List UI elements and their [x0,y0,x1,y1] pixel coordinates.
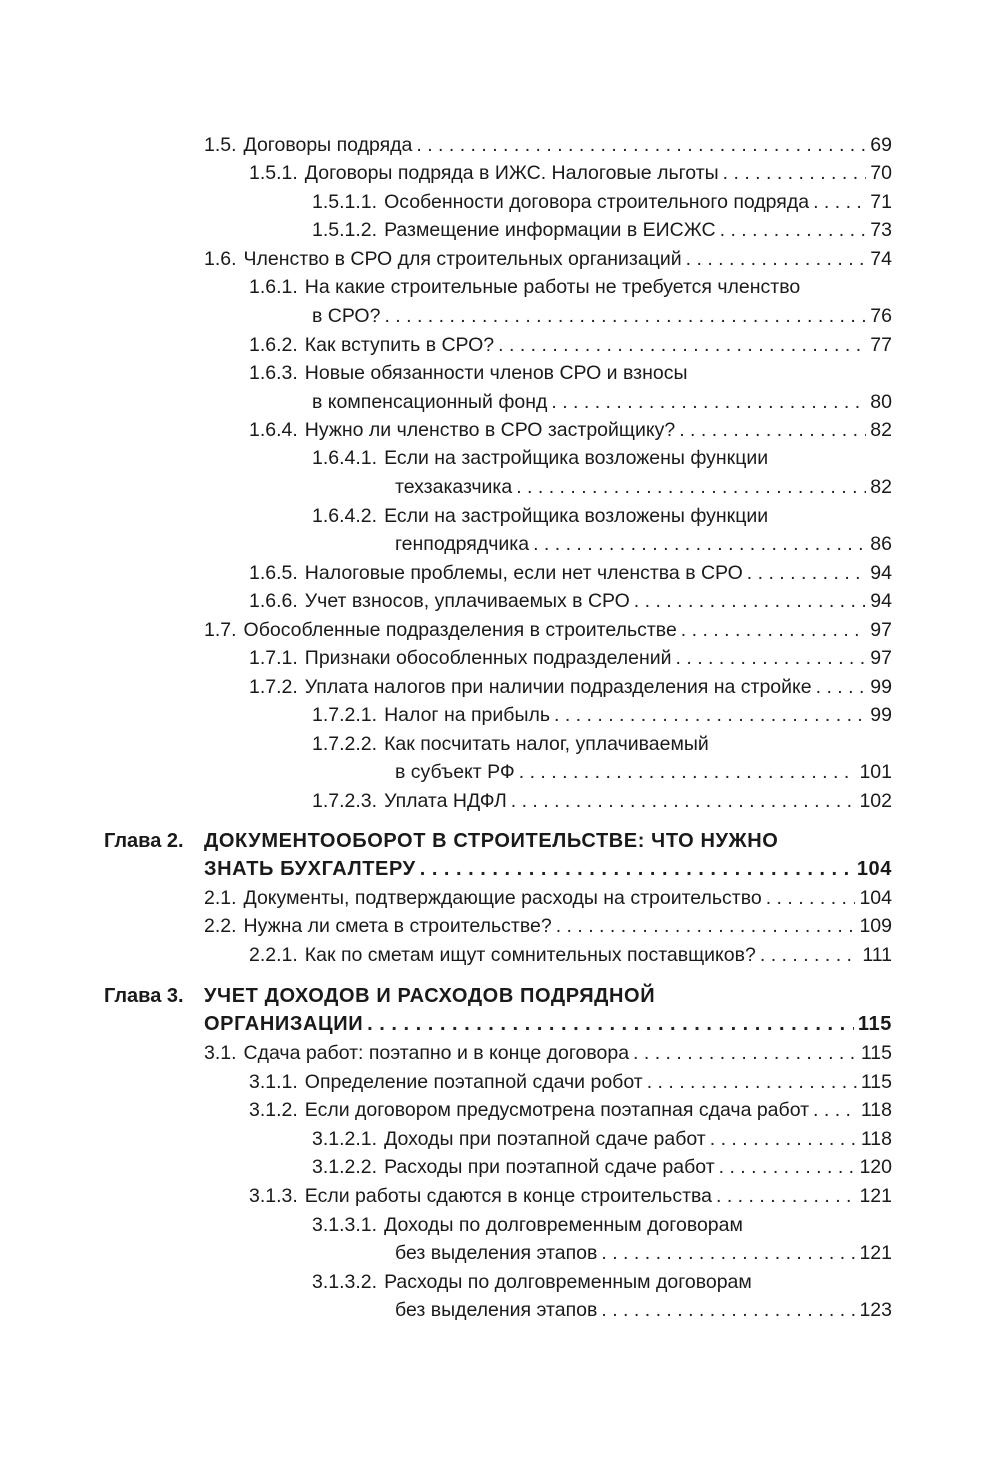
toc-page-number: 101 [859,761,892,783]
toc-entry [204,913,892,939]
toc-entry-title: Если на застройщика возложены функции [384,447,769,469]
toc-entry [249,274,892,300]
toc-entry [312,1154,892,1180]
dot-leader [760,942,859,968]
toc-entry-number: 1.7.2.3. [312,790,378,812]
toc-page-number: 97 [870,647,892,669]
toc-entry-title: Сдача работ: поэтапно и в конце договора [243,1042,630,1064]
toc-entry-number: 1.6.3. [249,362,298,384]
toc-entry [395,1240,892,1266]
toc-entry-number: 1.7.2.1. [312,704,378,726]
toc-entry [204,885,892,911]
dot-leader [813,189,866,215]
toc-entry [249,942,892,968]
toc-entry-title: Договоры подряда в ИЖС. Налоговые льготы [304,162,719,184]
toc-entry-title: Как по сметам ищут сомнительных поставщиков? [304,944,756,966]
toc-entry [249,360,892,386]
toc-entry [312,1212,892,1238]
toc-entry-title: Документы, подтверждающие расходы на строительство [243,887,762,909]
toc-entry-title: без выделения этапов [395,1299,598,1321]
toc-entry-number: 1.7.1. [249,647,298,669]
toc-entry-number: 2.2. [204,915,237,937]
toc-entry [249,417,892,443]
toc-entry-number: 3.1.3. [249,1185,298,1207]
toc-entry [395,1297,892,1323]
toc-entry [249,645,892,671]
toc-entry-number: 1.6.1. [249,276,298,298]
toc-entry-number: 1.7.2.2. [312,733,378,755]
dot-leader [647,1069,857,1095]
dot-leader [551,389,866,415]
toc-chapter-line [204,828,892,854]
toc-page-number: 71 [870,191,892,213]
toc-entry [204,617,892,643]
toc-page-number: 118 [860,1128,892,1150]
toc-page-number: 76 [870,305,892,327]
dot-leader [719,1154,856,1180]
toc-entry [249,160,892,186]
dot-leader [686,246,867,272]
toc-entry-title: Нужна ли смета в строительстве? [243,915,552,937]
dot-leader [556,913,856,939]
toc-entry-title: Особенности договора строительного подряда [384,191,810,213]
toc-page-number: 69 [870,134,892,156]
toc-entry-number: 3.1. [204,1042,237,1064]
dot-leader [498,332,866,358]
toc-entry-title: Определение поэтапной сдачи робот [304,1071,643,1093]
toc-chapter-line [204,983,892,1009]
toc-page-number: 94 [870,562,892,584]
dot-leader [720,217,867,243]
toc-page-number: 99 [870,676,892,698]
toc-entry [204,246,892,272]
toc-entry-title: без выделения этапов [395,1242,598,1264]
toc-page-number: 70 [870,162,892,184]
toc-entry-number: 3.1.2. [249,1099,298,1121]
dot-leader [511,788,856,814]
toc-page-number: 115 [857,1013,892,1035]
toc-page-number: 120 [859,1156,892,1178]
toc-entry [312,1269,892,1295]
toc-page-number: 94 [870,590,892,612]
toc-entry-number: 3.1.3.1. [312,1214,378,1236]
toc-page-number: 115 [860,1071,892,1093]
toc-page-number: 104 [856,858,892,880]
toc-entry-number: 2.1. [204,887,237,909]
dot-leader [416,132,866,158]
toc-entry [395,531,892,557]
toc-entry-title: ОРГАНИЗАЦИИ [204,1013,364,1035]
toc-entry-title: Признаки обособленных подразделений [304,647,672,669]
dot-leader [601,1240,855,1266]
toc-page-number: 80 [870,391,892,413]
chapter-label: Глава 2. [104,830,184,852]
toc-page-number: 102 [859,790,892,812]
dot-leader [533,531,866,557]
toc-entry [312,189,892,215]
dot-leader [716,1183,855,1209]
toc-entry-title: Уплата налогов при наличии подразделения на стройке [304,676,812,698]
toc-entry [312,303,892,329]
toc-entry-title: ЗНАТЬ БУХГАЛТЕРУ [204,858,416,880]
toc-entry [395,759,892,785]
dot-leader [679,417,866,443]
toc-entry-title: Учет взносов, уплачиваемых в СРО [304,590,630,612]
dot-leader [554,702,866,728]
toc-entry-title: Доходы при поэтапной сдаче работ [384,1128,706,1150]
toc-entry [249,1069,892,1095]
chapter-label: Глава 3. [104,985,184,1007]
dot-leader [681,617,867,643]
toc-entry-title: На какие строительные работы не требуется членство [304,276,801,298]
toc-entry-title: в субъект РФ [395,761,515,783]
toc-entry-number: 1.7.2. [249,676,298,698]
toc-entry [312,1126,892,1152]
toc-entry [249,588,892,614]
toc-entry-title: Налог на прибыль [384,704,551,726]
dot-leader [519,759,856,785]
toc-entry-number: 1.6. [204,248,237,270]
dot-leader [367,1011,854,1037]
toc-entry-number: 1.5.1. [249,162,298,184]
toc-entry-title: генподрядчика [395,533,530,555]
toc-page-number: 121 [859,1185,892,1207]
dot-leader [766,885,856,911]
dot-leader [633,1040,857,1066]
dot-leader [816,674,867,700]
toc-page-number: 121 [859,1242,892,1264]
toc-entry [312,503,892,529]
dot-leader [723,160,867,186]
dot-leader [601,1297,855,1323]
toc-entry-title: Доходы по долговременным договорам [384,1214,743,1236]
dot-leader [420,856,853,882]
toc-entry-number: 2.2.1. [249,944,298,966]
toc-page-number: 74 [870,248,892,270]
toc-entry-number: 1.6.2. [249,334,298,356]
toc-entry-number: 1.6.4.1. [312,447,378,469]
toc-page-number: 99 [870,704,892,726]
toc-page-number: 123 [859,1299,892,1321]
toc-entry-title: Членство в СРО для строительных организаций [243,248,682,270]
toc-entry [249,560,892,586]
toc-entry [312,217,892,243]
toc-entry-number: 3.1.2.2. [312,1156,378,1178]
toc-chapter-line [204,856,892,882]
toc-entry-title: Уплата НДФЛ [384,790,507,812]
toc-entry-title: Размещение информации в ЕИСЖС [384,219,716,241]
toc-entry [312,731,892,757]
toc-entry-title: в СРО? [312,305,381,327]
toc-entry-number: 3.1.2.1. [312,1128,378,1150]
toc-entry [204,132,892,158]
toc-entry [312,788,892,814]
toc-entry-number: 1.5. [204,134,237,156]
toc-page-number: 82 [870,419,892,441]
toc-page-number: 82 [870,476,892,498]
toc-entry-number: 1.7. [204,619,237,641]
toc-page-number: 109 [859,915,892,937]
toc-entry-title: Если договором предусмотрена поэтапная сдача работ [304,1099,810,1121]
toc-page-number: 115 [860,1042,892,1064]
toc-entry [395,474,892,500]
toc-entry-number: 3.1.3.2. [312,1271,378,1293]
toc-entry-title: техзаказчика [395,476,513,498]
toc-entry-number: 1.6.4.2. [312,505,378,527]
toc-entry-title: ДОКУМЕНТООБОРОТ В СТРОИТЕЛЬСТВЕ: ЧТО НУЖНО [204,830,779,852]
dot-leader [516,474,866,500]
dot-leader [384,303,866,329]
toc-page-number: 111 [862,944,892,966]
toc-entry-title: Новые обязанности членов СРО и взносы [304,362,688,384]
toc-entry-number: 1.6.5. [249,562,298,584]
dot-leader [710,1126,857,1152]
toc-entry-title: Если работы сдаются в конце строительства [304,1185,713,1207]
toc-entry [312,389,892,415]
dot-leader [813,1097,857,1123]
toc-entry [312,702,892,728]
toc-page-number: 104 [859,887,892,909]
toc-entry [204,1040,892,1066]
toc-entry [312,445,892,471]
toc-entry [249,674,892,700]
dot-leader [747,560,867,586]
toc-entry-title: Обособленные подразделения в строительстве [243,619,677,641]
toc-entry-title: Договоры подряда [243,134,413,156]
toc-entry [249,1097,892,1123]
toc-entry-title: УЧЕТ ДОХОДОВ И РАСХОДОВ ПОДРЯДНОЙ [204,985,656,1007]
toc-chapter-line [204,1011,892,1037]
toc-entry-number: 1.6.4. [249,419,298,441]
toc-entry-number: 1.5.1.2. [312,219,378,241]
toc-entry-title: Налоговые проблемы, если нет членства в СРО [304,562,743,584]
toc-entry-title: в компенсационный фонд [312,391,548,413]
dot-leader [634,588,867,614]
toc-entry-number: 3.1.1. [249,1071,298,1093]
toc-entry [249,1183,892,1209]
toc-entry-title: Нужно ли членство в СРО застройщику? [304,419,676,441]
toc-entry-title: Как вступить в СРО? [304,334,495,356]
toc-entry-title: Если на застройщика возложены функции [384,505,769,527]
toc-entry-title: Расходы по долговременным договорам [384,1271,752,1293]
dot-leader [676,645,867,671]
toc-page-number: 118 [860,1099,892,1121]
toc-page-number: 73 [870,219,892,241]
toc-entry-number: 1.6.6. [249,590,298,612]
toc-entry [249,332,892,358]
toc-entry-title: Расходы при поэтапной сдаче работ [384,1156,715,1178]
toc-page-number: 77 [870,334,892,356]
toc-entry-title: Как посчитать налог, уплачиваемый [384,733,709,755]
toc-entry-number: 1.5.1.1. [312,191,378,213]
toc-page-number: 97 [870,619,892,641]
toc-page-number: 86 [870,533,892,555]
